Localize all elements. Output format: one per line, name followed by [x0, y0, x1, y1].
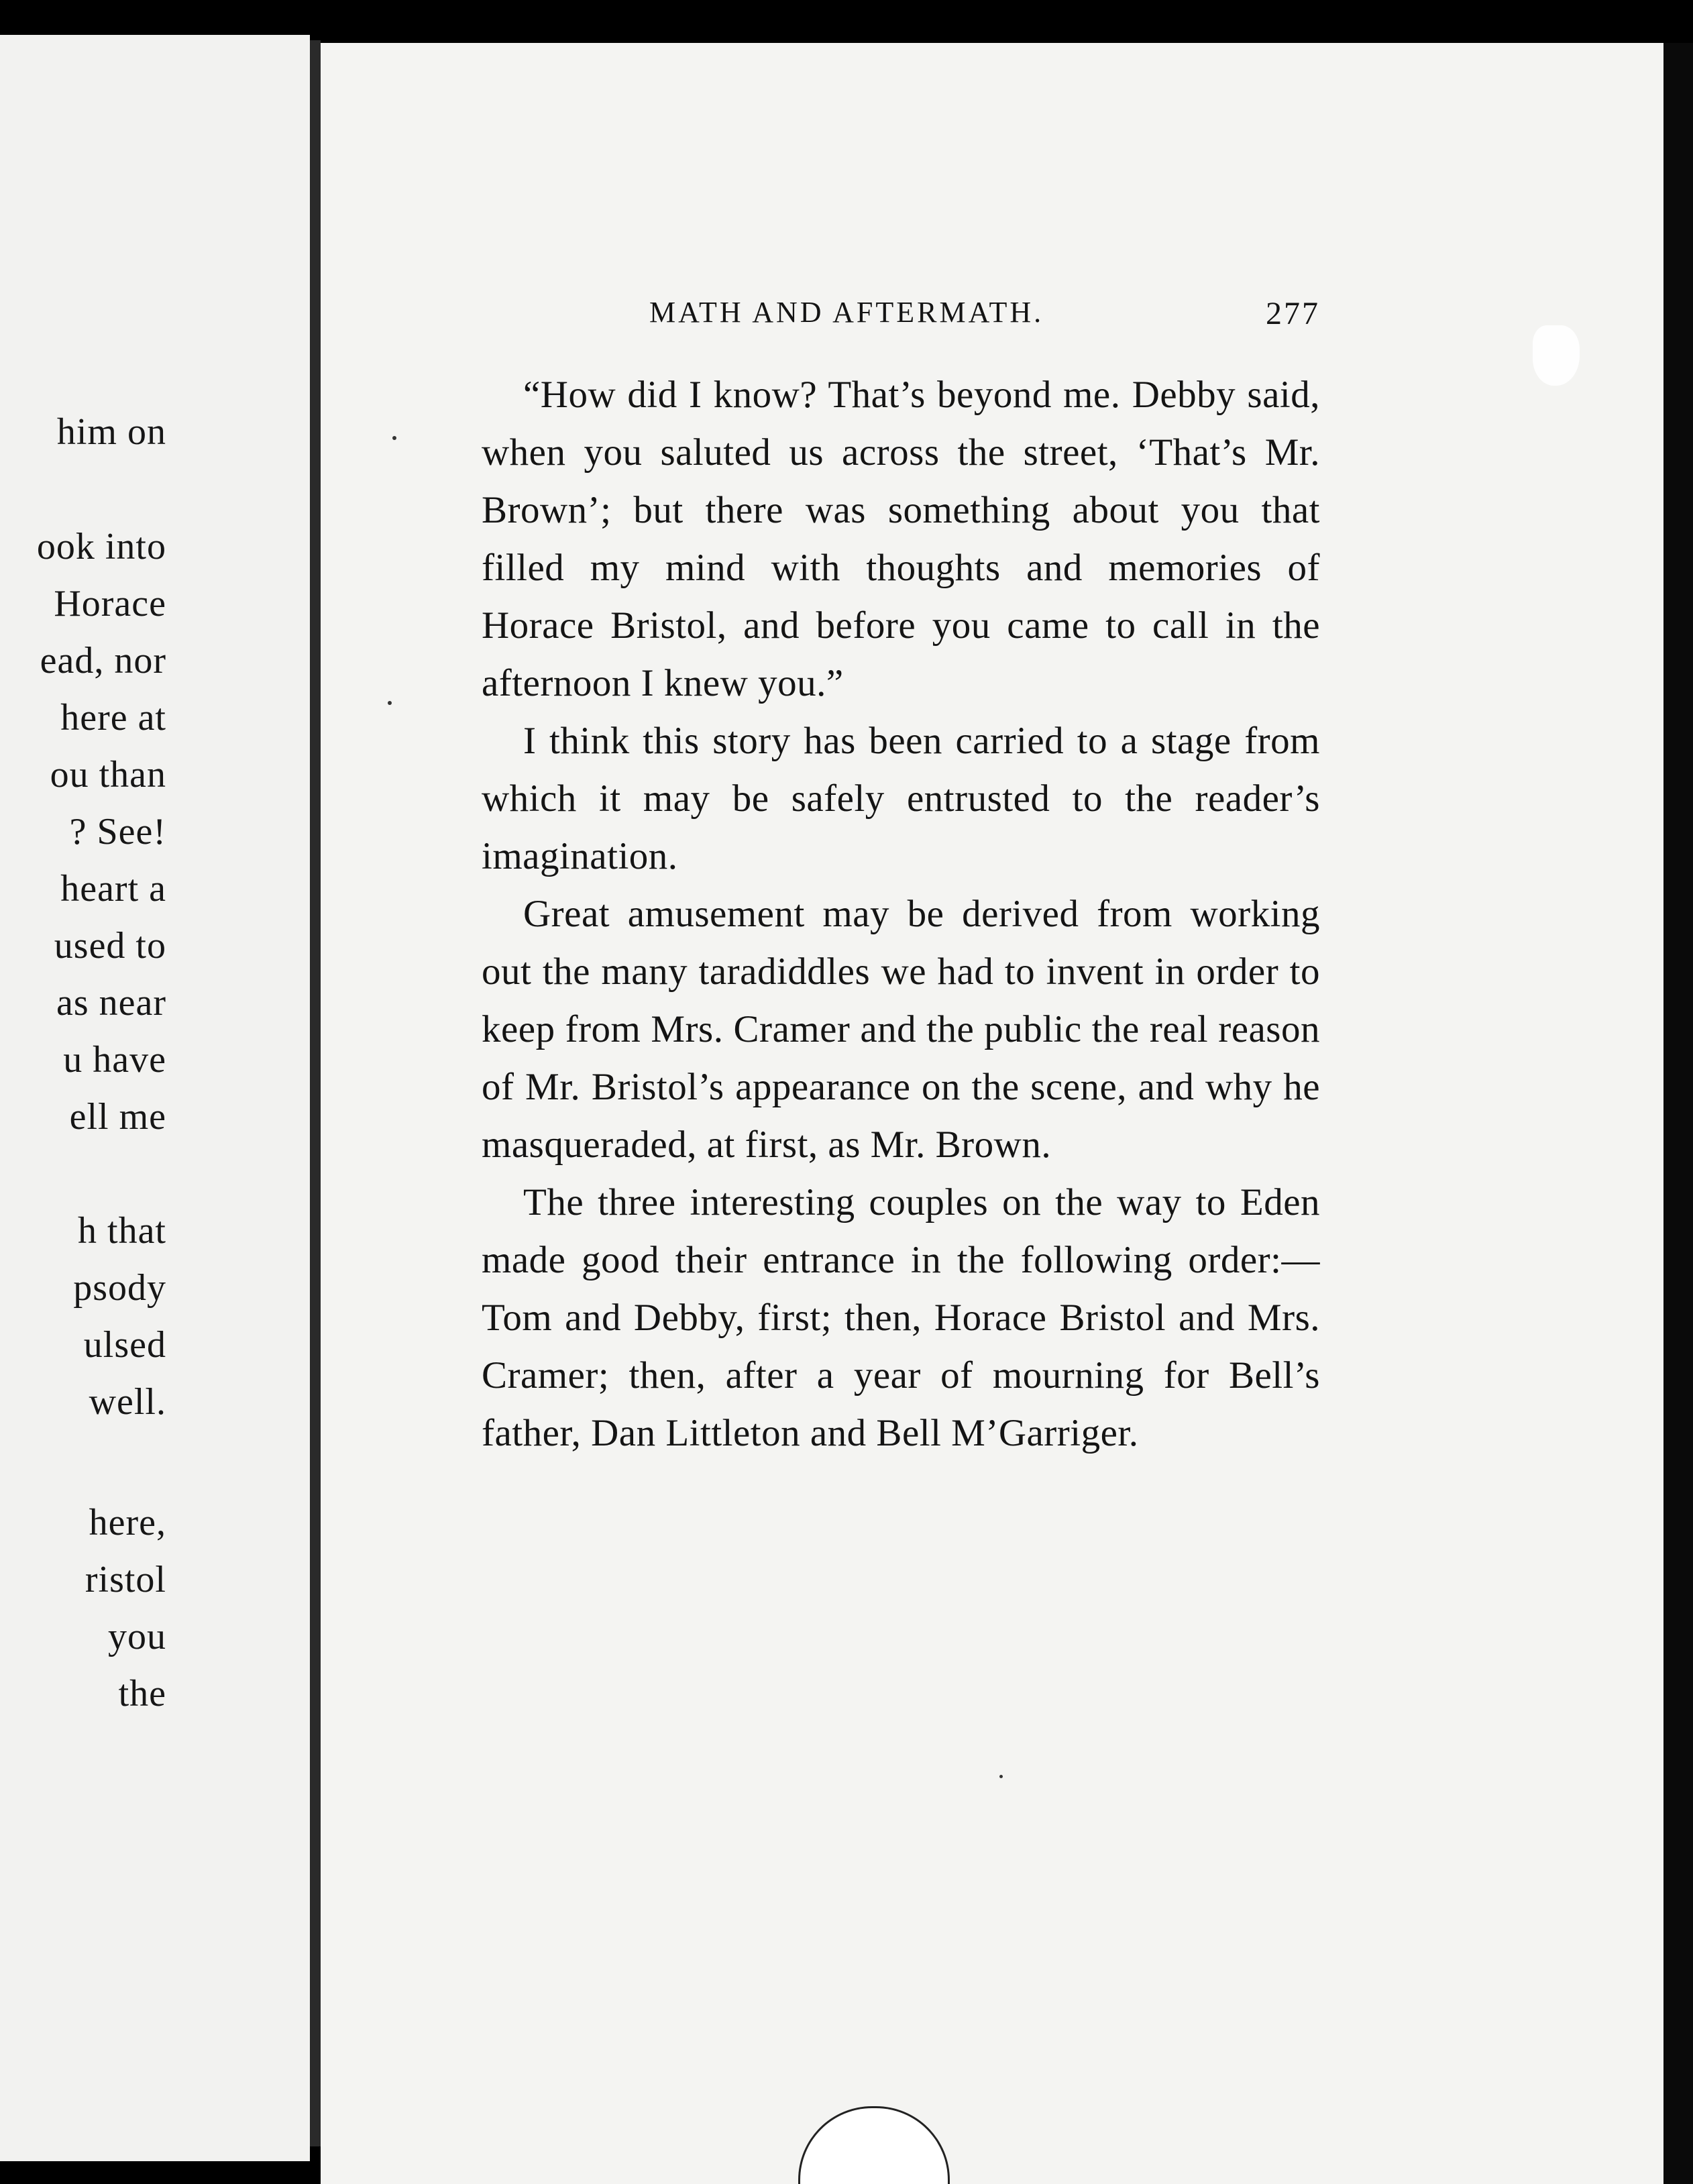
left-page-text-fragment — [0, 35, 310, 2161]
left-line: u have — [63, 1039, 166, 1081]
paragraph: The three interesting couples on the way to Eden made good their entrance in the following order:—Tom and Debby, first; then, Horace Bristol and Mrs. Cramer; then, after a year of mourning for Bell’s father, Dan Littleton and Bell M’Garriger. — [482, 1181, 1320, 1454]
page-number: 277 — [1266, 296, 1320, 331]
left-line: as near — [56, 982, 166, 1024]
left-line: ell me — [69, 1096, 166, 1138]
left-line: ulsed — [83, 1324, 166, 1366]
left-line: ou than — [50, 754, 166, 796]
running-head-title: MATH AND AFTERMATH. — [649, 296, 1044, 329]
left-line: ? See! — [69, 811, 166, 853]
left-line: the — [118, 1673, 166, 1714]
left-line: well. — [89, 1381, 166, 1423]
scan-speck — [999, 1775, 1003, 1778]
paragraph: “How did I know? That’s beyond me. Debby said, when you saluted us across the street, ‘That’s Mr. Brown’; but there was something about you that filled my mind with thoughts and memories of Horace Bristol, and before you came to call in the afternoon I knew you.” — [482, 374, 1320, 704]
left-line: heart a — [60, 868, 166, 910]
left-line: ook into — [36, 526, 166, 567]
left-line: here, — [89, 1502, 166, 1543]
left-line: you — [108, 1616, 166, 1657]
left-line: ead, nor — [40, 640, 166, 681]
page-text-block — [482, 295, 1320, 1462]
book-gutter — [310, 40, 321, 2146]
paragraph: Great amusement may be derived from working out the many taradiddles we had to invent in order to keep from Mrs. Cramer and the public the real reason of Mr. Bristol’s appearance on the scene, and why he masqueraded, at first, as Mr. Brown. — [482, 893, 1320, 1166]
scan-speck — [388, 701, 392, 705]
left-line: psody — [73, 1267, 166, 1309]
page-edge-shadow — [1663, 43, 1693, 2184]
left-line: ristol — [85, 1559, 166, 1600]
left-line: Horace — [54, 583, 166, 624]
scan-speck — [392, 436, 396, 440]
left-line: used to — [54, 925, 166, 967]
left-facing-page — [0, 35, 310, 2161]
left-line: him on — [56, 411, 166, 453]
left-line: h that — [78, 1210, 166, 1252]
paragraph: I think this story has been carried to a stage from which it may be safely entrusted to the reader’s imagination. — [482, 720, 1320, 877]
running-head — [482, 295, 1320, 342]
left-line: here at — [60, 697, 166, 739]
scan-glare-spot — [1533, 325, 1580, 386]
